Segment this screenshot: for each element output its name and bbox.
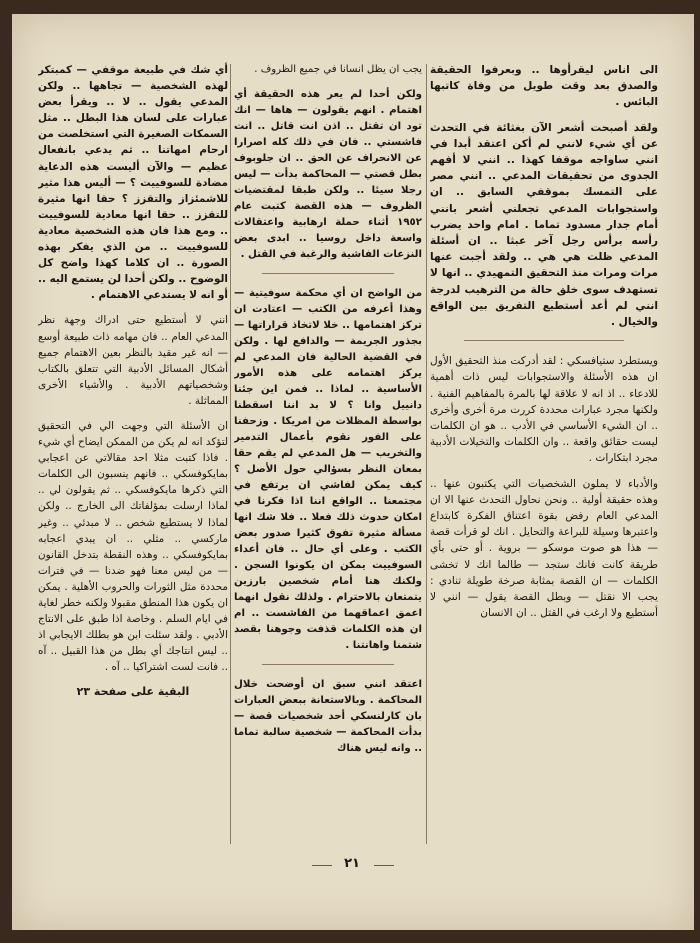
paragraph: أي شك في طبيعة موقفي — كمبتكر لهذه الشخصية — تجاهها .. ولكن المدعي يقول .. لا .. ويقرأ بعض عبارات على لسان هذا البطل .. مثل السمكات الصغيرة التي استخلصت من ارحام امهاتنا .. ثم يدعي بانفعال عظيم — والآن أليست هذه الدعاية مضادة للسوفييت ؟ — أليس هذا مثير للاشمئزاز والتقزز ؟ حقا انها مثيرة للتقزز .. حقا انها معادية للسوفييت .. ومع هذا فان هذه الشخصية معادية للسوفييت .. من الذي يفكر بهذه الصورة .. ان كلاما كهذا واضح كل الوضوح .. ولكن أحدا لن يستمع اليه .. أو انه لا يستدعي الاهتمام . bbox=[38, 64, 228, 302]
paragraph: من الواضح ان أي محكمة سوفيتية — وهذا أعرفه من الكتب — اعتادت ان تركز اهتمامها .. خلا لاتخاذ قراراتها — بجذور الجريمة — والدافع لها . ولكن في القضية الحالية فان المدعي لم يركز اهتمامه على هذه الأمور الأساسية .. لماذا .. فمن اين جئنا دانييل وانا ؟ لا بد اننا اسقطنا بواسطة المظلات من امريكا . وزحفنا على الفور نقوم بأعمال التدمير والتخريب — هل المدعي لم يقم حقا بمعان النظر بسؤالي حول الأصل ؟ كيف يمكن لفاشي ان يرتفع في مجتمعنا .. الواقع اننا اذا فكرنا في امكان حدوث ذلك فعلا .. فلا شك انها مسألة مثيرة تفوق كثيرا صدور بعض الكتب . وعلى أي حال .. فان أعداء السوفييت يمكن ان يكونوا السجن . ولكنك هنا أمام شخصين بارزين يتمتعان بالاحترام . ولذلك نقول انهما اعمق اعماقهما من الفاشست .. ام ان هذه الكلمات قذفت وجوهنا بقصد شتمنا واهانتنا . bbox=[234, 288, 422, 651]
magazine-page bbox=[12, 14, 694, 930]
paragraph: ويستطرد ستيافسكي : لقد أدركت منذ التحقيق الأول ان هذه الأسئلة والاستجوابات ليس ذات أهمية للادعاء .. اذ انه لا علاقة لها بالمرة بالمفاهيم الفنية . ولكنها مجرد عبارات محددة كررت مرة أخرى وأخرى .. ان الشيء الأساسي في الأدب .. هو ان الكلمات ليست حقائق واقعة .. وان الكلمات والتخيلات الأدبية مجرد ابتكارات . bbox=[430, 355, 658, 465]
column-middle bbox=[234, 62, 422, 852]
paragraph: يجب ان يظل انسانا في جميع الظروف . bbox=[254, 64, 422, 75]
column-rule bbox=[426, 64, 427, 844]
paragraph: انني لا أستطيع حتى ادراك وجهة نظر المدعي العام .. فان مهامه ذات طبيعة أوسع — انه غير مقيد بالنظر بعين الاهتمام جميع أشكال المسائل الأدبية التي تتعلق بالكتاب وشخصياتهم الأدبية . والأشياء الأخرى المماثلة . bbox=[38, 314, 228, 407]
divider bbox=[262, 273, 394, 274]
column-left bbox=[38, 62, 228, 852]
divider bbox=[464, 340, 624, 341]
page-number: ٢١ bbox=[344, 856, 360, 871]
column-right bbox=[430, 62, 658, 852]
paragraph: ولكن أحدا لم يعر هذه الحقيقة أي اهتمام . انهم يقولون — هاها — انك تود ان تقتل .. اذن انت قاتل .. انت فاشستي .. فان في ذلك كله اصرارا عن الانحراف عن الحق .. ان جلوبوف بطل قصتي — المحاكمة بدأت — ليس رجلا سيئا .. ولكن طبقا لمقتضيات الظروف — هذه القصة كتبت عام ١٩٥٢ أثناء حملة ارهابية واعتقالات واسعة داخل روسيا .. ابدى بعض النزعات الفاشية والرغبة في القتل . bbox=[234, 89, 422, 260]
paragraph: اعتقد انني سبق ان أوضحت خلال المحاكمة . وبالاستعانة ببعض العبارات بان كارلنسكي أحد شخصيات قصة — بدأت المحاكمة — شخصية سالبة تماما .. وانه ليس هناك bbox=[234, 679, 422, 754]
paragraph: الى اناس ليقرأوها .. وبعرفوا الحقيقة والصدق بعد وقت طويل من وفاة كاتبها البائس . bbox=[430, 64, 658, 109]
column-rule bbox=[230, 64, 231, 844]
paragraph: ولقد أصبحت أشعر الآن بغثائة في التحدث عن أي شيء لانني لم أكن اعتقد أبدا في انني ساواجه موقفا كهذا .. انني لا أفهم الجدوى من تحقيقات المدعي .. انني مصر على التمسك بموقفي السابق .. ان واستجوابات المدعي تجعلني أشعر بانني أمام جدار مسدود تماما . امام واحد يضرب رأسه برأس رجل آخر عبثا .. ان أسئلة المدعي ظلت هي هي .. ولقد أجبت عنها مرات ومرات منذ التحقيق التمهيدي .. انها لا تستهدف سوى خلق حالة من الترهيب لدرجة انني لم أعد أستطيع التفريق بين الواقع والخيال . bbox=[430, 121, 658, 329]
divider bbox=[262, 664, 394, 665]
paragraph: ان الأسئلة التي وجهت الي في التحقيق لتؤكد انه لم يكن من الممكن ايضاح أي شيء . فاذا كتبت مثلا احد مقالاتي عن اعجابي بمايكوفسكي .. فانهم ينسبون الى الكلمات التي ذكرها مايكوفسكي .. ثم يقولون لي .. لماذا ارسلت بمؤلفاتك الى الخارج .. ولكن لماذا لا يستطيع شخص .. لا مبدئي .. وغير ماركسي .. مثلي .. ان يبدي اعجابه بمايكوفسكي .. وهذه النقطة بتدخل القانون — من ليس معنا فهو ضدنا — في فترات محددة مثل الثورات والحروب الأهلية . يمكن ان يكون هذا المنطق مقبولا ولكنه خطر لغاية في ايام السلم . وخاصة اذا طبق على الانتاج الأدبي . ولقد سئلت ابن هو بطلك الايجابي اذ .. ليس انتاجك أي بطل من هذا القبيل .. آه .. فانت لست اشتراكيا .. آه . bbox=[38, 419, 228, 674]
page-number-dash bbox=[374, 865, 394, 866]
paragraph: والأدباء لا يملون الشخصيات التي يكتبون عنها .. وهذه حقيقة أولية .. ونحن نحاول التحدث عنها الا ان المدعي العام رفض بقوة اعتناق الفكرة كابتداع واعتبرها وسيلة للبراعة والتحايل . انك لو قرأت قصة — هذا هو صوت موسكو — بروية . أو حتى بأي طريقة كانت فانك ستجد — طالما انك لا تخشى الكلمات — ان القصة بمثابة صرخة طويلة تنادي : يجب الا نقتل — وبطل القصة يقول — انني لا أستطيع ولا ارغب في القتل .. ان الانسان bbox=[430, 477, 658, 620]
continued-note: البقية على صفحة ٢٣ bbox=[76, 685, 190, 699]
